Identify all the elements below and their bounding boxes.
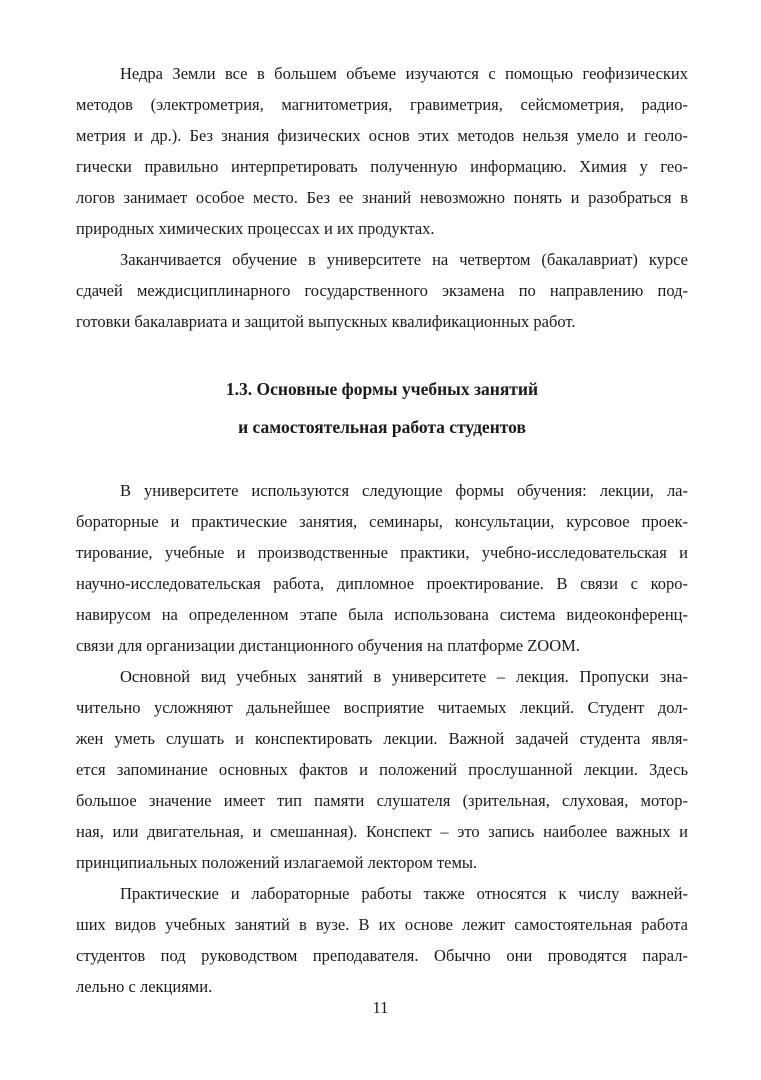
paragraph: [76, 58, 688, 244]
text-line: лельно с лекциями.: [76, 977, 213, 996]
text-line: принципиальных положений излагаемой лектором темы.: [76, 853, 478, 872]
text-line: ная, или двигательная, и смешанная). Конспект – это запись наиболее важных и: [76, 822, 688, 841]
text-line: тирование, учебные и производственные практики, учебно-исследовательская и: [76, 543, 688, 562]
text-line: сдачей междисциплинарного государственного экзамена по направлению под-: [76, 281, 688, 300]
text-line: навирусом на определенном этапе была использована система видеоконференц-: [76, 605, 688, 624]
text-line: научно-исследовательская работа, дипломное проектирование. В связи с коро-: [76, 574, 688, 593]
text-line: большое значение имеет тип памяти слушателя (зрительная, слуховая, мотор-: [76, 791, 688, 810]
text-line: Заканчивается обучение в университете на четвертом (бакалавриат) курсе: [120, 250, 688, 269]
page-number: 11: [372, 998, 389, 1017]
text-line: готовки бакалавриата и защитой выпускных квалификационных работ.: [76, 312, 576, 331]
paragraph: [76, 661, 688, 878]
section-heading: [76, 370, 688, 446]
text-line: ется запоминание основных фактов и положений прослушанной лекции. Здесь: [76, 760, 688, 779]
section-heading-line-1: 1.3. Основные формы учебных занятий: [225, 379, 539, 399]
text-line: В университете используются следующие формы обучения: лекции, ла-: [120, 481, 688, 500]
text-line: студентов под руководством преподавателя. Обычно они проводятся парал-: [76, 946, 688, 965]
text-line: гически правильно интерпретировать полученную информацию. Химия у гео-: [76, 157, 688, 176]
text-line: природных химических процессах и их продуктах.: [76, 219, 435, 238]
body-text-top: [76, 58, 688, 337]
text-line: бораторные и практические занятия, семинары, консультации, курсовое проек-: [76, 512, 688, 531]
paragraph: [76, 475, 688, 661]
paragraph: [76, 878, 688, 1002]
body-text-bottom: [76, 475, 688, 1002]
text-line: метрия и др.). Без знания физических основ этих методов нельзя умело и геоло-: [76, 126, 688, 145]
text-line: логов занимает особое место. Без ее знаний невозможно понять и разобраться в: [76, 188, 688, 207]
text-line: ших видов учебных занятий в вузе. В их основе лежит самостоятельная работа: [76, 915, 688, 934]
section-heading-line-2: и самостоятельная работа студентов: [238, 417, 526, 437]
text-line: Практические и лабораторные работы также относятся к числу важней-: [120, 884, 688, 903]
text-line: жен уметь слушать и конспектировать лекции. Важной задачей студента явля-: [76, 729, 688, 748]
text-line: Основной вид учебных занятий в университете – лекция. Пропуски зна-: [120, 667, 688, 686]
text-line: методов (электрометрия, магнитометрия, гравиметрия, сейсмометрия, радио-: [76, 95, 688, 114]
text-line: Недра Земли все в большем объеме изучаются с помощью геофизических: [120, 64, 688, 83]
paragraph: [76, 244, 688, 337]
text-line: связи для организации дистанционного обучения на платформе ZOOM.: [76, 636, 580, 655]
document-page: [76, 58, 688, 1002]
text-line: чительно усложняют дальнейшее восприятие читаемых лекций. Студент дол-: [76, 698, 688, 717]
